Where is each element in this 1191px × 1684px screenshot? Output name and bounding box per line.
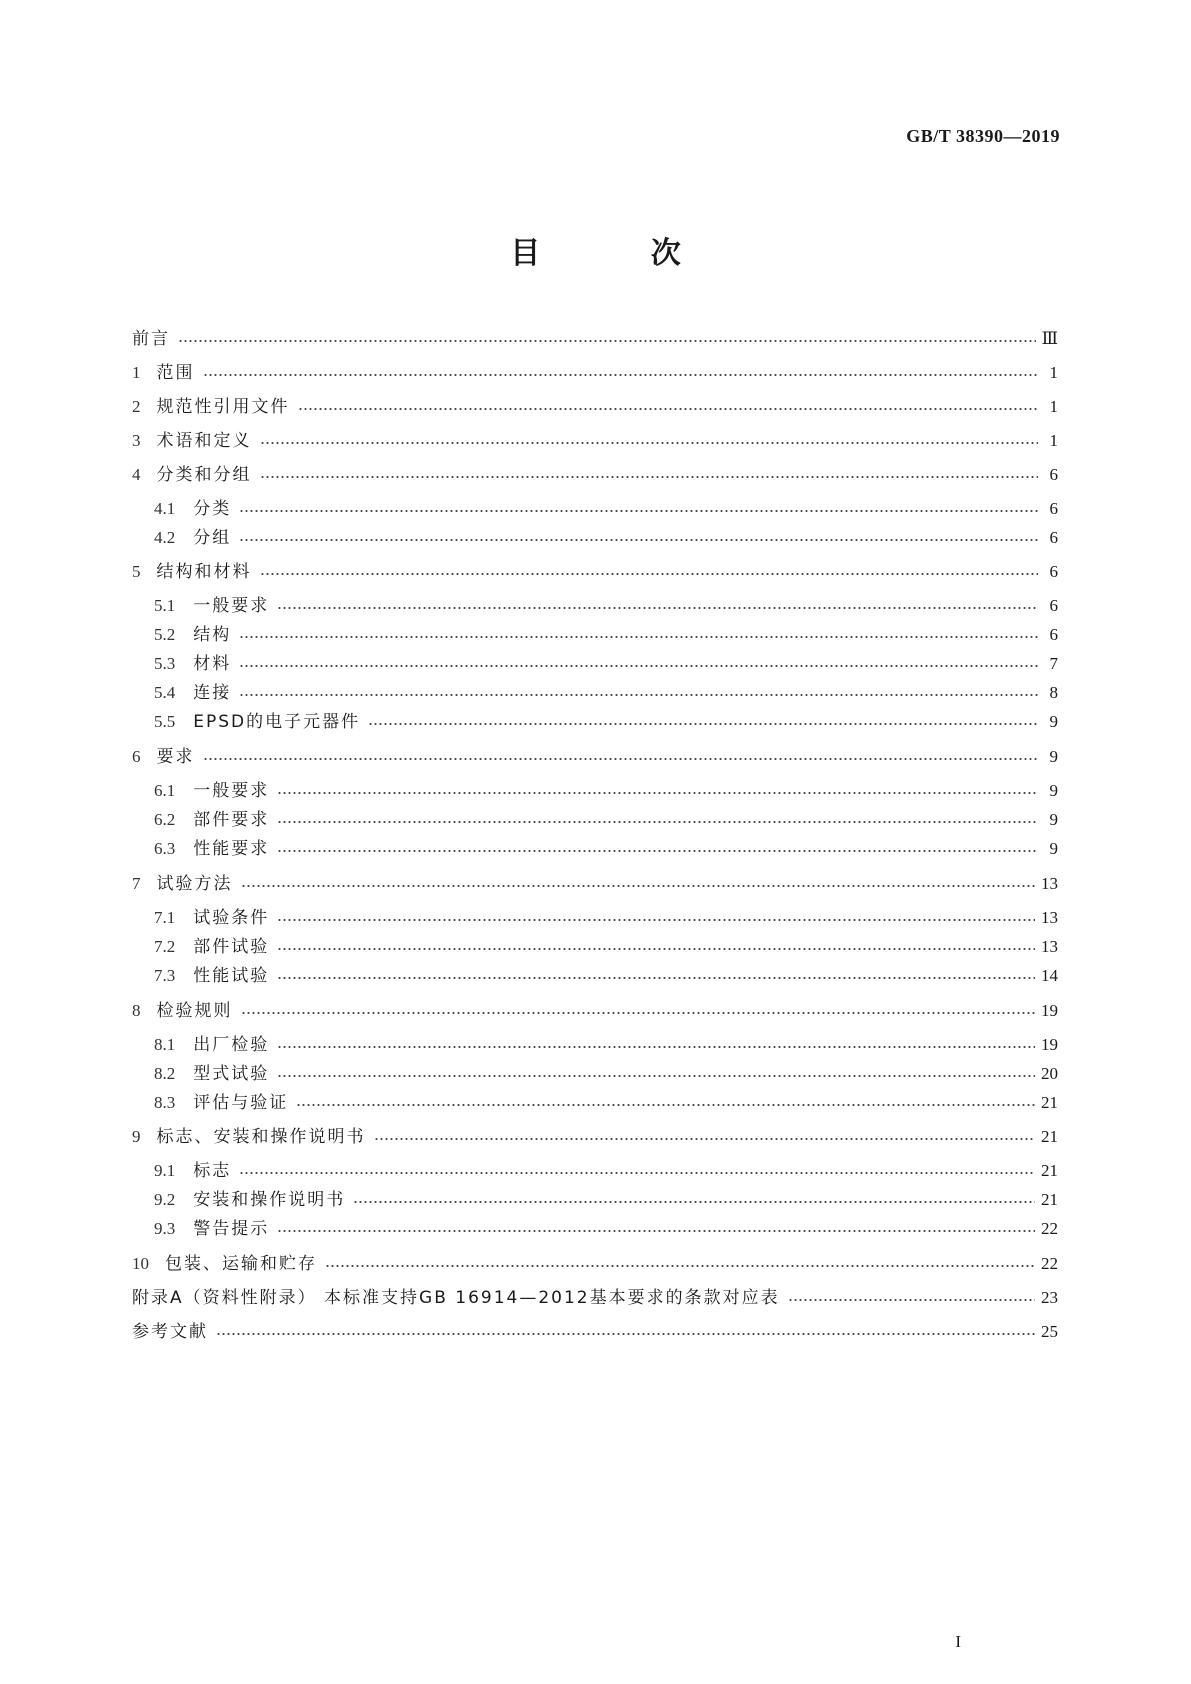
toc-entry-label: 检验规则 [156, 1001, 233, 1021]
toc-entry-number: 5.1 [154, 596, 176, 615]
toc-entry-page: 6 [1049, 562, 1058, 581]
dot-leader [277, 977, 1035, 979]
dot-leader [241, 885, 1036, 887]
dot-leader [241, 1012, 1036, 1014]
toc-entry-number: 9.2 [154, 1190, 176, 1209]
toc-entry-number: 8 [132, 1001, 141, 1020]
toc-entry-label: 部件要求 [193, 810, 270, 830]
toc-entry-page: 9 [1049, 839, 1058, 858]
toc-entry-label: 评估与验证 [193, 1093, 289, 1113]
toc-entry-number: 4.1 [154, 499, 176, 518]
dot-leader [277, 850, 1038, 852]
toc-entry-label: 警告提示 [193, 1219, 270, 1239]
toc-entry-page: 6 [1049, 596, 1058, 615]
dot-leader [325, 1265, 1035, 1267]
dot-leader [277, 948, 1035, 950]
toc-entry-page: 6 [1049, 499, 1058, 518]
toc-entry-number: 8.2 [154, 1064, 176, 1083]
toc-entry-number: 4 [132, 465, 141, 484]
toc-entry-page: 23 [1041, 1288, 1058, 1307]
toc-entry-page: Ⅲ [1041, 329, 1058, 348]
toc-entry-page: 14 [1041, 966, 1058, 985]
toc-entry-label: 型式试验 [193, 1064, 270, 1084]
toc-entry-page: 7 [1049, 654, 1058, 673]
toc-entry-page: 6 [1049, 528, 1058, 547]
toc-entry-number: 5.3 [154, 654, 176, 673]
toc-entry[interactable] [132, 905, 1058, 931]
page-number: I [955, 1632, 961, 1651]
toc-entry-label: 分类和分组 [156, 465, 252, 485]
toc-entry[interactable] [132, 496, 1058, 522]
toc-entry-page: 13 [1041, 908, 1058, 927]
toc-entry[interactable] [132, 998, 1058, 1024]
dot-leader [178, 340, 1036, 342]
toc-entry-number: 7.1 [154, 908, 176, 927]
toc-entry-label: 出厂检验 [193, 1035, 270, 1055]
toc-entry-number: 9.3 [154, 1219, 176, 1238]
toc-entry-label: 试验条件 [193, 908, 270, 928]
toc-entry-page: 20 [1041, 1064, 1058, 1083]
toc-entry[interactable] [132, 1285, 1058, 1311]
toc-entry-page: 1 [1049, 363, 1058, 382]
toc-entry-label: EPSD的电子元器件 [193, 712, 361, 732]
toc-entry[interactable] [132, 326, 1058, 352]
dot-leader [216, 1333, 1035, 1335]
toc-entry-number: 7.3 [154, 966, 176, 985]
toc-entry-label: 分组 [193, 528, 232, 548]
dot-leader [298, 408, 1039, 410]
toc-entry-label: 规范性引用文件 [156, 397, 290, 417]
dot-leader [260, 442, 1039, 444]
toc-entry[interactable] [132, 462, 1058, 488]
toc-entry-label: 安装和操作说明书 [193, 1190, 346, 1210]
toc-entry-page: 9 [1049, 712, 1058, 731]
toc-entry[interactable] [132, 525, 1058, 551]
dot-leader [277, 1046, 1035, 1048]
toc-entry[interactable] [132, 394, 1058, 420]
toc-entry[interactable] [132, 1319, 1058, 1345]
toc-entry-number: 8.3 [154, 1093, 176, 1112]
toc-entry[interactable] [132, 1090, 1058, 1116]
toc-entry-label: 材料 [193, 654, 232, 674]
dot-leader [260, 476, 1039, 478]
toc-entry[interactable] [132, 1032, 1058, 1058]
toc-entry[interactable] [132, 934, 1058, 960]
toc-entry-number: 9.1 [154, 1161, 176, 1180]
toc-entry-page: 25 [1041, 1322, 1058, 1341]
toc-entry-number: 9 [132, 1127, 141, 1146]
toc-entry[interactable] [132, 1187, 1058, 1213]
toc-entry-label: 附录A（资料性附录） 本标准支持GB 16914—2012基本要求的条款对应表 [132, 1288, 780, 1308]
toc-entry-page: 9 [1049, 747, 1058, 766]
dot-leader [296, 1104, 1035, 1106]
toc-entry-label: 结构 [193, 625, 232, 645]
toc-entry-page: 1 [1049, 397, 1058, 416]
dot-leader [353, 1201, 1035, 1203]
toc-entry[interactable] [132, 1061, 1058, 1087]
toc-entry-label: 术语和定义 [156, 431, 252, 451]
toc-entry-number: 5.5 [154, 712, 176, 731]
dot-leader [277, 821, 1038, 823]
dot-leader [239, 636, 1038, 638]
dot-leader [277, 1075, 1035, 1077]
dot-leader [239, 1172, 1035, 1174]
page-title: 目 次 [510, 236, 731, 271]
toc-entry-label: 标志 [193, 1161, 232, 1181]
toc-entry[interactable] [132, 709, 1058, 735]
toc-entry-number: 2 [132, 397, 141, 416]
dot-leader [277, 607, 1038, 609]
toc-entry-number: 5.2 [154, 625, 176, 644]
toc-entry[interactable] [132, 807, 1058, 833]
toc-entry-label: 范围 [156, 363, 195, 383]
toc-entry[interactable] [132, 836, 1058, 862]
toc-entry-number: 6.2 [154, 810, 176, 829]
toc-entry-page: 6 [1049, 625, 1058, 644]
dot-leader [277, 1230, 1035, 1232]
toc-entry[interactable] [132, 651, 1058, 677]
toc-entry-page: 22 [1041, 1254, 1058, 1273]
toc-entry-page: 21 [1041, 1190, 1058, 1209]
dot-leader [239, 665, 1038, 667]
toc-entry[interactable] [132, 1124, 1058, 1150]
toc-entry-number: 7 [132, 874, 141, 893]
standard-code: GB/T 38390—2019 [906, 126, 1060, 146]
toc-entry-number: 5 [132, 562, 141, 581]
toc-entry[interactable] [132, 680, 1058, 706]
toc-entry-label: 性能试验 [193, 966, 270, 986]
dot-leader [788, 1299, 1035, 1301]
toc-entry[interactable] [132, 559, 1058, 585]
dot-leader [277, 792, 1038, 794]
toc-entry-label: 一般要求 [193, 596, 270, 616]
toc-entry[interactable] [132, 744, 1058, 770]
toc-entry-number: 7.2 [154, 937, 176, 956]
toc-entry[interactable] [132, 1216, 1058, 1242]
toc-entry[interactable] [132, 1251, 1058, 1277]
toc-entry-label: 前言 [132, 329, 170, 349]
toc-entry-number: 10 [132, 1254, 149, 1273]
toc-entry-label: 结构和材料 [156, 562, 252, 582]
dot-leader [260, 573, 1039, 575]
toc-entry[interactable] [132, 360, 1058, 386]
toc-entry-label: 连接 [193, 683, 232, 703]
toc-entry-page: 13 [1041, 874, 1058, 893]
dot-leader [277, 919, 1035, 921]
toc-entry-number: 6 [132, 747, 141, 766]
toc-entry-label: 参考文献 [132, 1322, 208, 1342]
dot-leader [203, 374, 1039, 376]
dot-leader [203, 758, 1039, 760]
toc-entry-number: 8.1 [154, 1035, 176, 1054]
toc-entry-page: 8 [1049, 683, 1058, 702]
toc-entry-page: 21 [1041, 1093, 1058, 1112]
toc-entry-page: 1 [1049, 431, 1058, 450]
toc-entry-label: 分类 [193, 499, 232, 519]
dot-leader [368, 723, 1038, 725]
dot-leader [374, 1138, 1036, 1140]
toc-entry-number: 1 [132, 363, 141, 382]
toc-entry-label: 试验方法 [156, 874, 233, 894]
toc-entry-label: 标志、安装和操作说明书 [156, 1127, 366, 1147]
toc-entry-label: 性能要求 [193, 839, 270, 859]
toc-entry-page: 9 [1049, 781, 1058, 800]
toc-entry-label: 要求 [156, 747, 195, 767]
toc-entry-number: 3 [132, 431, 141, 450]
toc-entry[interactable] [132, 622, 1058, 648]
toc-entry[interactable] [132, 871, 1058, 897]
toc-entry-number: 6.3 [154, 839, 176, 858]
toc-entry-page: 19 [1041, 1035, 1058, 1054]
toc-entry-label: 一般要求 [193, 781, 270, 801]
toc-entry-page: 9 [1049, 810, 1058, 829]
toc-entry-page: 19 [1041, 1001, 1058, 1020]
toc-entry-number: 6.1 [154, 781, 176, 800]
toc-entry-number: 4.2 [154, 528, 176, 547]
toc-entry-page: 21 [1041, 1161, 1058, 1180]
toc-entry[interactable] [132, 593, 1058, 619]
toc-entry[interactable] [132, 428, 1058, 454]
toc-entry-page: 13 [1041, 937, 1058, 956]
toc-entry[interactable] [132, 963, 1058, 989]
toc-entry-page: 21 [1041, 1127, 1058, 1146]
toc-entry[interactable] [132, 778, 1058, 804]
dot-leader [239, 510, 1038, 512]
toc-entry-label: 包装、运输和贮存 [165, 1254, 317, 1274]
toc-entry-label: 部件试验 [193, 937, 270, 957]
dot-leader [239, 539, 1038, 541]
toc-entry[interactable] [132, 1158, 1058, 1184]
toc-entry-number: 5.4 [154, 683, 176, 702]
toc-entry-page: 6 [1049, 465, 1058, 484]
dot-leader [239, 694, 1038, 696]
toc-entry-page: 22 [1041, 1219, 1058, 1238]
